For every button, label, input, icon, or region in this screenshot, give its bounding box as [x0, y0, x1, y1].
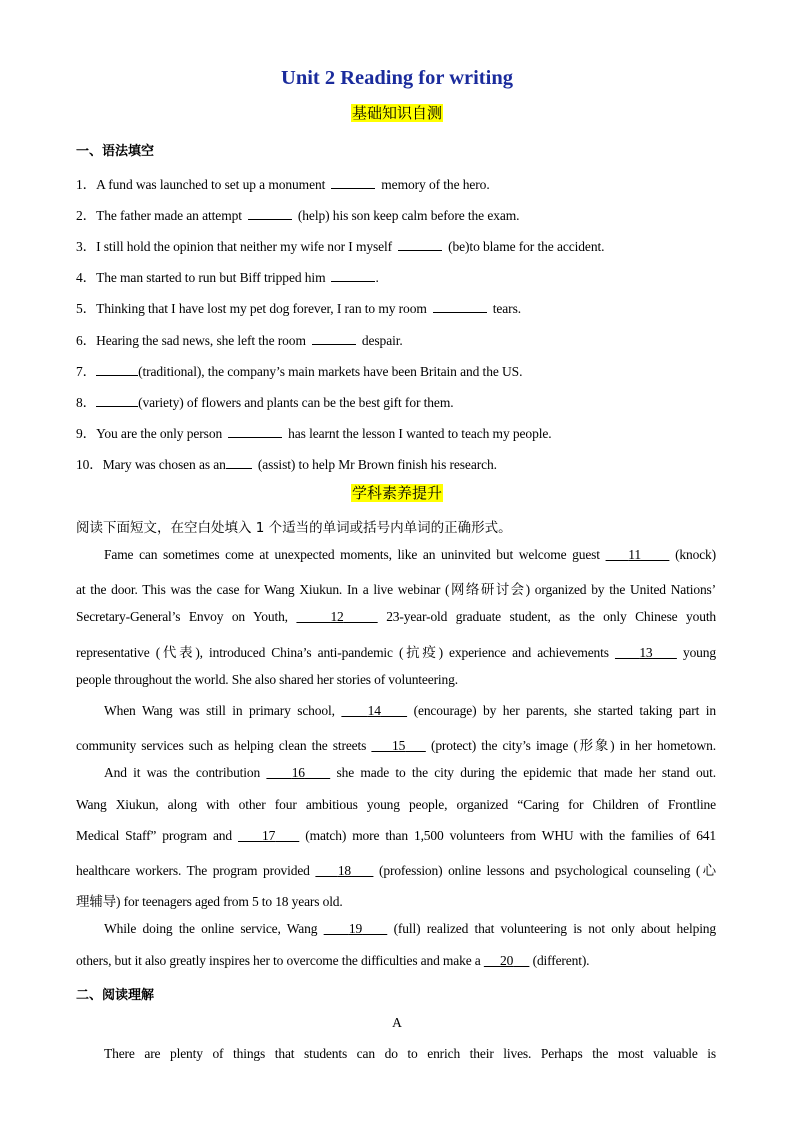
part1-heading: 一、语法填空	[76, 144, 155, 159]
answer-blank[interactable]	[312, 332, 356, 345]
answer-blank[interactable]	[398, 238, 442, 251]
answer-blank-12[interactable]: 12	[330, 609, 344, 624]
answer-blank-19[interactable]: 19	[348, 921, 363, 936]
answer-blank[interactable]	[96, 394, 138, 407]
passage-line: people throughout the world. She also shared her stories of volunteering.	[76, 672, 458, 687]
passage-line: at the door. This was the case for Wang Xiukun. In a live webinar (网络研讨会) organized by the United Nations’	[76, 582, 716, 597]
passage-line: community services such as helping clean the streets 15 (protect) the city’s image (形象) in her hometown.	[76, 738, 716, 753]
answer-blank[interactable]	[331, 176, 375, 189]
passage-line: There are plenty of things that students can do to enrich their lives. Perhaps the most valuable is	[104, 1046, 716, 1061]
passage-line: Secretary-General’s Envoy on Youth, 12 23-year-old graduate student, as the only Chinese youth	[76, 609, 717, 624]
question-item: 9．You are the only person has learnt the lesson I wanted to teach my people.	[76, 426, 552, 441]
question-item: 4．The man started to run but Biff tripped him .	[76, 270, 379, 285]
passage-line: Wang Xiukun, along with other four ambitious young people, organized “Caring for Children of Frontline	[76, 797, 716, 812]
answer-blank-15[interactable]: 15	[392, 738, 406, 753]
answer-blank[interactable]	[226, 456, 252, 469]
question-item: 1．A fund was launched to set up a monument memory of the hero.	[76, 177, 490, 192]
passage-line: When Wang was still in primary school, 14 (encourage) by her parents, she started taking part in	[104, 703, 716, 718]
question-item: 3．I still hold the opinion that neither my wife nor I myself (be)to blame for the accident.	[76, 239, 605, 254]
passage-line: And it was the contribution 16 she made to the city during the epidemic that made her stand out.	[104, 765, 716, 780]
answer-blank-17[interactable]: 17	[262, 828, 276, 843]
answer-blank-18[interactable]: 18	[337, 863, 352, 878]
passage-line: healthcare workers. The program provided 18 (profession) online lessons and psychological counseling (心	[76, 863, 716, 878]
page-title: Unit 2 Reading for writing	[281, 67, 513, 89]
answer-blank-14[interactable]: 14	[367, 703, 381, 718]
section-label-improve: 学科素养提升	[351, 484, 442, 502]
question-item: 7． (traditional), the company’s main markets have been Britain and the US.	[76, 364, 523, 379]
part2-heading: 二、阅读理解	[76, 988, 155, 1003]
passage-line: Medical Staff” program and 17 (match) more than 1,500 volunteers from WHU with the families of 641	[76, 828, 717, 843]
instruction-text: 阅读下面短文，在空白处填入 1 个适当的单词或括号内单词的正确形式。	[76, 520, 512, 536]
passage-line: While doing the online service, Wang 19 (full) realized that volunteering is not only about helping	[104, 921, 716, 936]
answer-blank-20[interactable]: 20	[500, 953, 514, 968]
question-item: 2．The father made an attempt (help) his son keep calm before the exam.	[76, 208, 520, 223]
answer-blank-16[interactable]: 16	[291, 765, 305, 780]
passage-line: others, but it also greatly inspires her to overcome the difficulties and make a 20 (different).	[76, 953, 590, 968]
section-label-basic: 基础知识自测	[351, 104, 442, 122]
answer-blank-11[interactable]: 11	[628, 547, 641, 562]
passage-line: 理辅导) for teenagers aged from 5 to 18 years old.	[76, 894, 343, 909]
question-item: 8． (variety) of flowers and plants can be the best gift for them.	[76, 395, 454, 410]
answer-blank-13[interactable]: 13	[639, 645, 653, 660]
passage-line: Fame can sometimes come at unexpected moments, like an uninvited but welcome guest 11 (knock)	[104, 547, 716, 562]
question-item: 5．Thinking that I have lost my pet dog forever, I ran to my room tears.	[76, 301, 522, 316]
answer-blank[interactable]	[228, 425, 282, 438]
answer-blank[interactable]	[331, 269, 375, 282]
answer-blank[interactable]	[248, 207, 292, 220]
passage-line: representative (代表), introduced China’s anti-pandemic (抗疫) experience and achievements 13 young	[76, 645, 716, 660]
passage-label: A	[392, 1015, 402, 1030]
answer-blank[interactable]	[96, 363, 138, 376]
answer-blank[interactable]	[433, 300, 487, 313]
question-item: 6．Hearing the sad news, she left the room despair.	[76, 333, 403, 348]
question-item: 10．Mary was chosen as an (assist) to help Mr Brown finish his research.	[76, 457, 497, 472]
